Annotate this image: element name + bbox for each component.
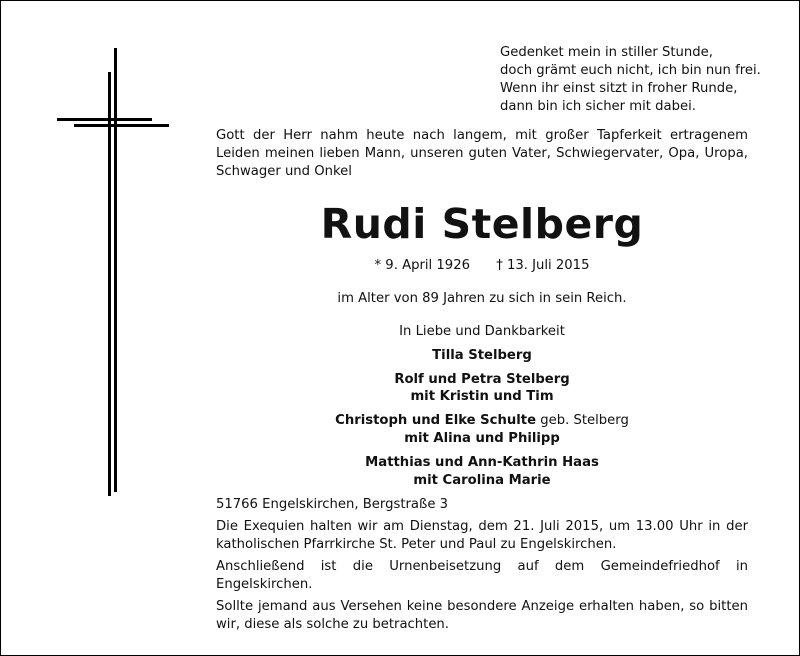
mourner-children: mit Carolina Marie — [413, 472, 551, 488]
notice-text: Sollte jemand aus Versehen keine besondere Anzeige erhalten haben, so bitten wir, diese als solche zu betrachten. — [216, 599, 748, 632]
deceased-name: Rudi Stelberg — [320, 200, 644, 248]
poem-line: Gedenket mein in stiller Stunde, — [500, 45, 713, 60]
mourner-name: Matthias und Ann-Kathrin Haas — [365, 454, 599, 470]
intro-text: Gott der Herr nahm heute nach langem, mit großer Tapferkeit ertragenem Leiden meinen lieben Mann, unseren guten Vater, Schwiegervater, Opa, Uropa, Schwager und Onkel — [216, 128, 748, 179]
mourner-name: Rolf und Petra Stelberg — [394, 371, 570, 387]
mourner-maiden-name: geb. Stelberg — [536, 413, 629, 429]
footer — [216, 496, 748, 638]
mourner-line — [216, 412, 748, 430]
mourner-children: mit Kristin und Tim — [410, 389, 554, 405]
poem-line: Wenn ihr einst sitzt in froher Runde, — [500, 81, 738, 96]
age-text: im Alter von 89 Jahren zu sich in sein Reich. — [337, 291, 627, 306]
mourners-list — [216, 323, 748, 489]
mourners-heading: In Liebe und Dankbarkeit — [399, 324, 565, 339]
exequien-text: Die Exequien halten wir am Dienstag, dem 21. Juli 2015, um 13.00 Uhr in der katholischen Pfarrkirche St. Peter und Paul zu Engelskirchen. — [216, 519, 748, 552]
poem-line: dann bin ich sicher mit dabei. — [500, 99, 696, 114]
mourner-name: Christoph und Elke Schulte — [335, 413, 537, 429]
urne-text: Anschließend ist die Urnenbeisetzung auf dem Gemeindefriedhof in Engelskirchen. — [216, 559, 748, 592]
poem-line: doch grämt euch nicht, ich bin nun frei. — [500, 63, 761, 78]
life-dates — [216, 258, 748, 273]
poem — [500, 44, 761, 116]
birth-date: * 9. April 1926 — [374, 258, 470, 273]
mourner-children: mit Alina und Philipp — [404, 430, 560, 446]
address: 51766 Engelskirchen, Bergstraße 3 — [216, 497, 449, 512]
mourner-name: Tilla Stelberg — [432, 347, 532, 363]
death-date: † 13. Juli 2015 — [496, 258, 590, 273]
